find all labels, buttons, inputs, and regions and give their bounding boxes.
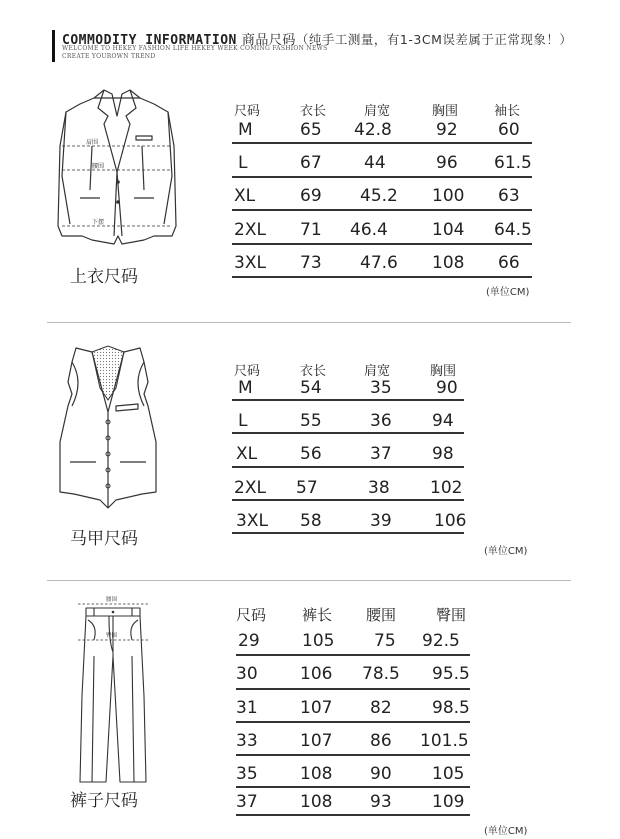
vest-length: 58 <box>300 511 322 531</box>
vest-header-cell: 胸围 <box>430 364 457 379</box>
pants-illustration <box>78 596 148 786</box>
jacket-sleeve: 61.5 <box>494 153 532 173</box>
row-divider <box>232 466 464 468</box>
pants-waist: 93 <box>370 792 392 812</box>
pants-length: 107 <box>300 731 333 751</box>
vest-shoulder: 39 <box>370 511 392 531</box>
pants-header-cell: 裤长 <box>302 606 333 624</box>
row-divider <box>232 499 464 501</box>
pants-hip: 98.5 <box>432 698 470 718</box>
jacket-size: M <box>238 120 253 140</box>
vest-size: 2XL <box>234 478 266 498</box>
row-divider <box>236 721 470 723</box>
pants-hip: 105 <box>432 764 465 784</box>
header-accent-bar <box>52 30 55 62</box>
vest-illustration <box>54 342 164 512</box>
row-divider <box>232 432 464 434</box>
pants-size: 31 <box>236 698 258 718</box>
jacket-chest: 96 <box>436 153 458 173</box>
row-divider <box>232 142 532 144</box>
vest-length: 56 <box>300 444 322 464</box>
jacket-shoulder: 47.6 <box>360 253 398 273</box>
jacket-length: 73 <box>300 253 322 273</box>
jacket-chest-label: 肩围 <box>86 139 99 146</box>
pants-header-cell: 腰围 <box>366 606 397 624</box>
jacket-size: L <box>238 153 248 173</box>
title-english: COMMODITY INFORMATION <box>62 33 237 48</box>
jacket-chest: 92 <box>436 120 458 140</box>
vest-chest: 94 <box>432 411 454 431</box>
row-divider <box>232 209 532 211</box>
row-divider <box>236 786 470 788</box>
pants-waist: 90 <box>370 764 392 784</box>
row-divider <box>232 399 464 401</box>
pants-length: 106 <box>300 664 333 684</box>
jacket-header-cell: 肩宽 <box>364 104 391 119</box>
vest-unit-label: (单位CM) <box>484 546 528 557</box>
pants-length: 105 <box>302 631 335 651</box>
header-subtitle-1: WELCOME TO HEKEY FASHION LIFE HEKEY WEEK COMING FASHION NEWS <box>62 45 328 52</box>
jacket-header-cell: 袖长 <box>494 104 521 119</box>
vest-size: L <box>238 411 248 431</box>
pants-waist-label: 腰围 <box>106 597 118 603</box>
jacket-illustration <box>52 86 182 251</box>
vest-shoulder: 37 <box>370 444 392 464</box>
vest-length: 57 <box>296 478 318 498</box>
jacket-shoulder: 46.4 <box>350 220 388 240</box>
jacket-size: 2XL <box>234 220 266 240</box>
jacket-length: 69 <box>300 186 322 206</box>
jacket-shoulder: 45.2 <box>360 186 398 206</box>
section-divider <box>47 322 571 323</box>
pants-waist: 75 <box>374 631 396 651</box>
jacket-length: 67 <box>300 153 322 173</box>
jacket-size: XL <box>234 186 256 206</box>
pants-waist: 78.5 <box>362 664 400 684</box>
vest-section-label: 马甲尺码 <box>70 529 138 549</box>
jacket-length: 71 <box>300 220 322 240</box>
pants-hip: 95.5 <box>432 664 470 684</box>
vest-size: 3XL <box>236 511 268 531</box>
jacket-section-label: 上衣尺码 <box>70 267 138 287</box>
vest-shoulder: 35 <box>370 378 392 398</box>
title-chinese: 商品尺码 <box>241 33 296 48</box>
vest-shoulder: 36 <box>370 411 392 431</box>
jacket-header-cell: 衣长 <box>300 104 327 119</box>
vest-length: 54 <box>300 378 322 398</box>
row-divider <box>236 754 470 756</box>
jacket-shoulder: 44 <box>364 153 386 173</box>
pants-length: 108 <box>300 792 333 812</box>
jacket-header-cell: 胸围 <box>432 104 459 119</box>
row-divider <box>236 654 470 656</box>
vest-chest: 102 <box>430 478 463 498</box>
jacket-sleeve: 63 <box>498 186 520 206</box>
pants-size: 33 <box>236 731 258 751</box>
jacket-header-cell: 尺码 <box>234 104 261 119</box>
row-divider <box>232 243 532 245</box>
jacket-shoulder: 42.8 <box>354 120 392 140</box>
jacket-chest: 104 <box>432 220 465 240</box>
vest-length: 55 <box>300 411 322 431</box>
jacket-sleeve: 66 <box>498 253 520 273</box>
row-divider <box>232 176 532 178</box>
pants-hip: 92.5 <box>422 631 460 651</box>
vest-size: M <box>238 378 253 398</box>
jacket-sleeve: 60 <box>498 120 520 140</box>
pants-hip: 101.5 <box>420 731 469 751</box>
vest-header-cell: 衣长 <box>300 364 327 379</box>
vest-chest: 98 <box>432 444 454 464</box>
pants-size: 37 <box>236 792 258 812</box>
pants-size: 30 <box>236 664 258 684</box>
pants-length: 108 <box>300 764 333 784</box>
pants-hip-label: 臀围 <box>106 633 118 639</box>
pants-hip: 109 <box>432 792 465 812</box>
jacket-sleeve: 64.5 <box>494 220 532 240</box>
section-divider <box>47 580 571 581</box>
pants-size: 29 <box>238 631 260 651</box>
vest-header-cell: 尺码 <box>234 364 261 379</box>
pants-unit-label: (单位CM) <box>484 826 528 837</box>
vest-chest: 106 <box>434 511 467 531</box>
jacket-chest: 108 <box>432 253 465 273</box>
pants-header-cell: 臀围 <box>436 606 467 624</box>
vest-chest: 90 <box>436 378 458 398</box>
jacket-chest: 100 <box>432 186 465 206</box>
jacket-waist-label: 腰围 <box>92 163 105 170</box>
header-subtitle-2: CREATE YOUROWN TREND <box>62 53 156 60</box>
vest-shoulder: 38 <box>368 478 390 498</box>
vest-size: XL <box>236 444 258 464</box>
jacket-hem-label: 下摆 <box>92 219 105 226</box>
jacket-unit-label: (单位CM) <box>486 287 530 298</box>
jacket-length: 65 <box>300 120 322 140</box>
row-divider <box>232 276 532 278</box>
pants-header-cell: 尺码 <box>236 606 267 624</box>
pants-section-label: 裤子尺码 <box>70 791 138 811</box>
row-divider <box>236 688 470 690</box>
vest-header-cell: 肩宽 <box>364 364 391 379</box>
pants-waist: 86 <box>370 731 392 751</box>
jacket-size: 3XL <box>234 253 266 273</box>
header <box>52 26 592 66</box>
measurement-note: （纯手工测量，有1-3CM误差属于正常现象！） <box>295 32 573 47</box>
row-divider <box>232 532 464 534</box>
pants-size: 35 <box>236 764 258 784</box>
pants-waist: 82 <box>370 698 392 718</box>
pants-length: 107 <box>300 698 333 718</box>
row-divider <box>236 814 470 816</box>
